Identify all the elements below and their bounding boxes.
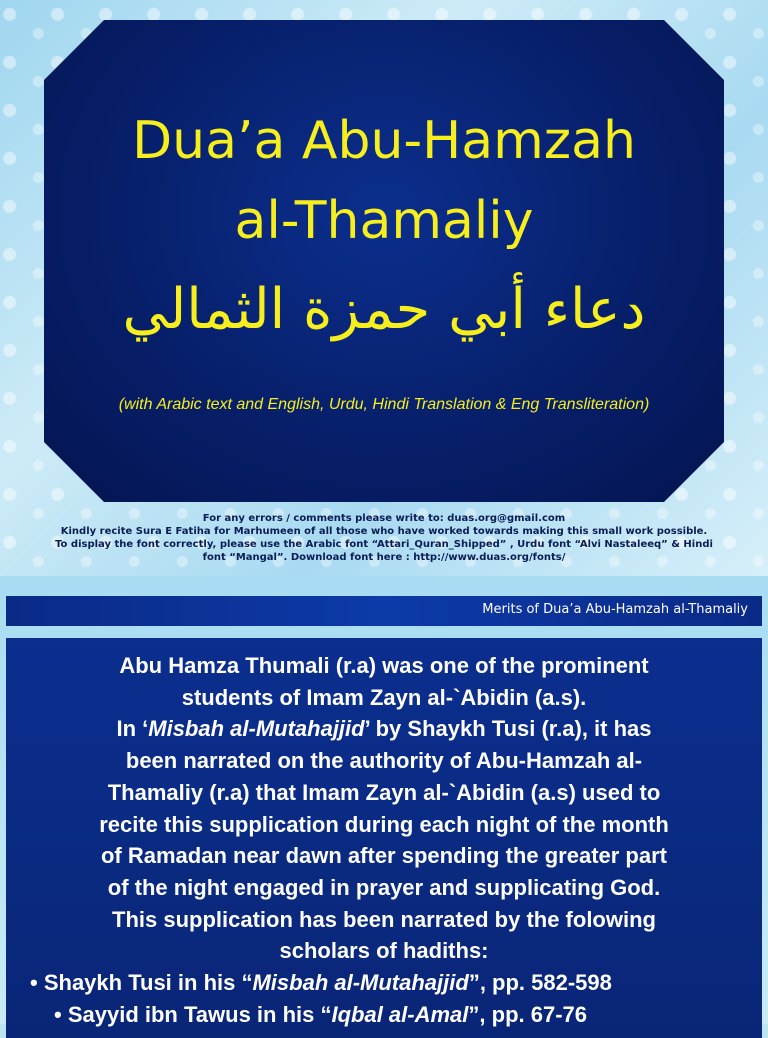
bullet-icon: • bbox=[30, 970, 38, 996]
text-segment: Sayyid ibn Tawus in his “ bbox=[67, 1001, 332, 1027]
para-line: been narrated on the authority of Abu-Hamzah al- bbox=[125, 748, 643, 774]
para-line: of the night engaged in prayer and supplicating God. bbox=[107, 874, 661, 900]
text-segment: ’ by Shaykh Tusi (r.a), it has bbox=[364, 716, 652, 742]
arabic-title: دعاء أبي حمزة الثمالي bbox=[122, 277, 646, 342]
bullet-icon: • bbox=[54, 1001, 62, 1027]
para-line: Abu Hamza Thumali (r.a) was one of the prominent bbox=[119, 653, 649, 678]
para-line: students of Imam Zayn al-`Abidin (a.s). bbox=[181, 684, 587, 710]
para-line: Thamaliy (r.a) that Imam Zayn al-`Abidin (a.s) used to bbox=[107, 779, 661, 805]
text-segment: In ‘ bbox=[116, 716, 149, 742]
title-line-1: Dua’a Abu-Hamzah bbox=[132, 111, 636, 171]
subtitle: (with Arabic text and English, Urdu, Hindi Translation & Eng Transliteration) bbox=[118, 396, 650, 413]
text-segment: Shaykh Tusi in his “ bbox=[43, 970, 253, 996]
book-title-italic: Misbah al-Mutahajjid bbox=[252, 970, 469, 996]
para-line: scholars of hadiths: bbox=[279, 938, 489, 964]
merits-slide bbox=[0, 576, 768, 1027]
para-line: This supplication has been narrated by the folowing bbox=[112, 906, 656, 932]
para-line: of Ramadan near dawn after spending the greater part bbox=[100, 843, 667, 869]
footer-line-download: font “Mangal”. Download font here : http://www.duas.org/fonts/ bbox=[202, 552, 566, 563]
title-line-2: al-Thamaliy bbox=[234, 191, 534, 251]
book-title-italic: Misbah al-Mutahajjid bbox=[148, 716, 365, 742]
merits-content-box bbox=[6, 638, 762, 1038]
para-line-with-italic bbox=[14, 713, 754, 745]
footer-line-fatiha: Kindly recite Sura E Fatiha for Marhumeen of all those who have worked towards making this small work possible. bbox=[60, 526, 708, 537]
merits-text bbox=[14, 650, 754, 1030]
text-segment: ”, pp. 67-76 bbox=[468, 1001, 587, 1027]
book-title-italic: Iqbal al-Amal bbox=[331, 1001, 469, 1027]
merits-heading-bar bbox=[6, 596, 762, 626]
footer-line-fonts: To display the font correctly, please use the Arabic font “Attari_Quran_Shipped” , Urdu font “Alvi Nastaleeq” & Hindi bbox=[55, 539, 713, 550]
merits-heading: Merits of Dua’a Abu-Hamzah al-Thamaliy bbox=[482, 602, 748, 617]
title-panel bbox=[44, 20, 724, 502]
footer-line-contact: For any errors / comments please write to: duas.org@gmail.com bbox=[202, 513, 566, 524]
list-item bbox=[14, 967, 754, 999]
footer-notes bbox=[10, 512, 758, 564]
para-line: recite this supplication during each night of the month bbox=[99, 811, 669, 837]
list-item bbox=[14, 999, 754, 1031]
text-segment: ”, pp. 582-598 bbox=[468, 970, 612, 996]
